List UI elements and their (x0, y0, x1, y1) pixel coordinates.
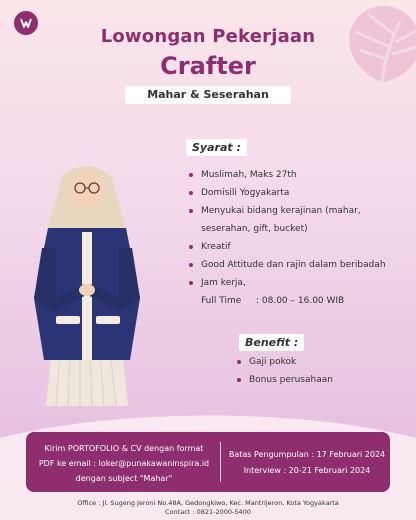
list-item: Kreatif (189, 238, 414, 256)
page-title: Lowongan Pekerjaan (100, 26, 316, 47)
work-hours (189, 292, 414, 310)
contact-phone: Contact : 0821-2000-5400 (165, 508, 251, 516)
work-type: Full Time (201, 296, 242, 306)
footer (0, 499, 416, 517)
interview-line: Interview : 20-21 Februari 2024 (243, 466, 371, 475)
submission-subject-line: dengan subject "Mahar" (75, 474, 173, 483)
person-illustration (22, 148, 152, 408)
requirements-list (189, 166, 414, 310)
list-item-continuation: seserahan, gift, bucket) (201, 224, 308, 234)
deadline-line: Batas Pengumpulan : 17 Februari 2024 (228, 450, 386, 459)
list-item: Good Attitude dan rajin dalam beribadah (189, 256, 414, 274)
office-address: Office : Jl. Sugeng Jeroni No.48A, Gedongkiwo, Kec. Mantrijeron, Kota Yogyakarta (77, 499, 339, 507)
requirements-heading: Syarat : (186, 139, 247, 156)
work-time: : 08.00 – 16.00 WIB (256, 296, 345, 306)
list-item: Muslimah, Maks 27th (189, 166, 414, 184)
list-item: Domisili Yogyakarta (189, 184, 414, 202)
benefit-list (237, 353, 407, 389)
job-title: Crafter (160, 52, 256, 80)
submission-info (34, 441, 214, 486)
divider (220, 442, 221, 482)
contact-bar (26, 432, 390, 492)
list-item: Bonus perusahaan (237, 371, 407, 389)
list-item: Gaji pokok (237, 353, 407, 371)
list-item: Jam kerja, (189, 274, 414, 292)
submission-email-line: PDF ke email : loker@punakawaninspira.id (38, 459, 210, 468)
benefit-heading: Benefit : (239, 334, 304, 351)
submission-line: Kirim PORTOFOLIO & CV dengan format (44, 444, 204, 453)
list-item: Menyukai bidang kerajinan (mahar, (189, 202, 414, 220)
schedule-info (228, 447, 386, 479)
category-pill: Mahar & Seserahan (125, 86, 291, 104)
